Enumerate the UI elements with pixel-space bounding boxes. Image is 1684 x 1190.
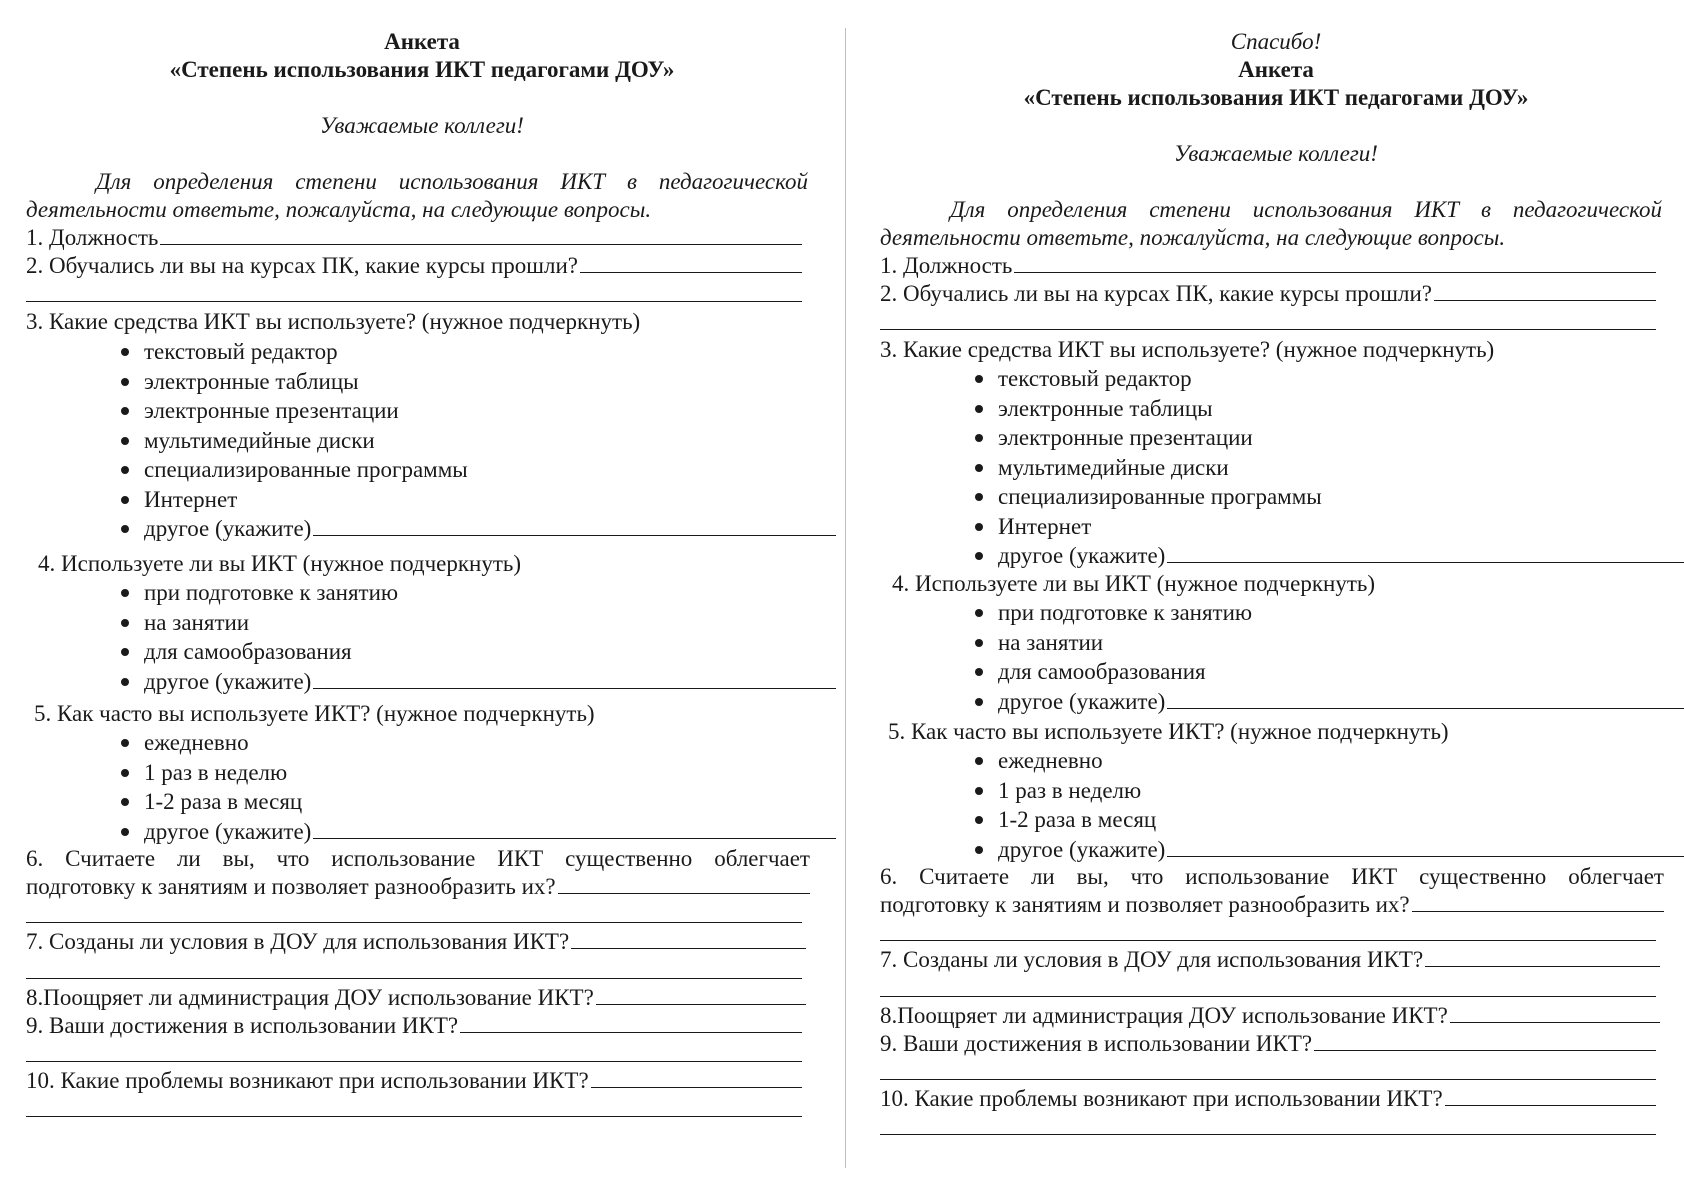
answer-5-other-line[interactable] <box>313 818 836 839</box>
bullet-icon <box>975 434 983 442</box>
question-10-label: 10. Какие проблемы возникают при использовании ИКТ? <box>880 1086 1443 1111</box>
option-item-other[interactable]: другое (укажите) <box>121 667 836 697</box>
option-item-other[interactable]: другое (укажите) <box>975 835 1684 865</box>
questionnaire-page-left <box>26 0 818 1190</box>
option-item[interactable]: Интернет <box>975 512 1684 542</box>
option-item[interactable]: ежедневно <box>121 728 836 758</box>
questionnaire-page-right <box>880 0 1672 1190</box>
question-8 <box>880 1002 1660 1030</box>
option-item[interactable]: специализированные программы <box>975 482 1684 512</box>
questionnaire-subtitle: «Степень использования ИКТ педагогами ДОУ» <box>1023 85 1529 110</box>
option-item[interactable]: Интернет <box>121 485 836 515</box>
answer-1-line[interactable] <box>160 224 802 245</box>
question-3-label: 3. Какие средства ИКТ вы используете? (нужное подчеркнуть) <box>26 309 641 334</box>
answer-10-line[interactable] <box>591 1067 802 1088</box>
answer-9-line-extra[interactable] <box>26 1061 802 1062</box>
bullet-icon <box>121 466 129 474</box>
bullet-icon <box>975 816 983 824</box>
answer-3-other-line[interactable] <box>1167 542 1684 563</box>
greeting: Уважаемые коллеги! <box>320 113 524 138</box>
answer-3-other-line[interactable] <box>313 515 836 536</box>
bullet-icon <box>975 787 983 795</box>
answer-10-line-extra[interactable] <box>26 1116 802 1117</box>
question-10 <box>26 1067 802 1095</box>
question-7 <box>880 946 1660 974</box>
option-item[interactable]: для самообразования <box>975 657 1684 687</box>
question-2 <box>880 280 1656 308</box>
bullet-icon <box>121 648 129 656</box>
question-9 <box>26 1012 802 1040</box>
question-3-options <box>975 364 1684 571</box>
question-9 <box>880 1030 1656 1058</box>
question-1 <box>880 252 1656 280</box>
question-5-options <box>975 746 1684 864</box>
intro-text: Для определения степени использования ИКТ в педагогической деятельности ответьте, пожалуйста, на следующие вопросы. <box>26 169 808 222</box>
option-item[interactable]: 1 раз в неделю <box>121 758 836 788</box>
question-8 <box>26 984 806 1012</box>
answer-10-line[interactable] <box>1445 1085 1656 1106</box>
question-9-label: 9. Ваши достижения в использовании ИКТ? <box>26 1013 459 1038</box>
question-2-label: 2. Обучались ли вы на курсах ПК, какие курсы прошли? <box>880 281 1433 306</box>
question-5-options <box>121 728 836 846</box>
questionnaire-subtitle: «Степень использования ИКТ педагогами ДОУ» <box>169 57 675 82</box>
option-item[interactable]: 1-2 раза в месяц <box>975 805 1684 835</box>
question-10-label: 10. Какие проблемы возникают при использовании ИКТ? <box>26 1068 589 1093</box>
question-7 <box>26 928 806 956</box>
option-item[interactable]: при подготовке к занятию <box>121 578 836 608</box>
option-item-other[interactable]: другое (укажите) <box>975 541 1684 571</box>
option-item[interactable]: для самообразования <box>121 637 836 667</box>
bullet-icon <box>121 678 129 686</box>
answer-8-line[interactable] <box>596 984 806 1005</box>
option-item[interactable]: электронные презентации <box>975 423 1684 453</box>
question-4-options <box>121 578 836 696</box>
question-8-label: 8.Поощряет ли администрация ДОУ использование ИКТ? <box>880 1003 1448 1028</box>
answer-6-line-extra[interactable] <box>26 922 802 923</box>
option-item[interactable]: мультимедийные диски <box>121 426 836 456</box>
bullet-icon <box>121 378 129 386</box>
option-item-other[interactable]: другое (укажите) <box>975 687 1684 717</box>
bullet-icon <box>121 798 129 806</box>
question-4-options <box>975 598 1684 716</box>
option-item[interactable]: электронные таблицы <box>121 367 836 397</box>
question-1-label: 1. Должность <box>26 225 159 250</box>
option-item[interactable]: специализированные программы <box>121 455 836 485</box>
question-4-label: 4. Используете ли вы ИКТ (нужное подчеркнуть) <box>38 551 522 576</box>
bullet-icon <box>121 407 129 415</box>
option-item[interactable]: мультимедийные диски <box>975 453 1684 483</box>
option-item-other[interactable]: другое (укажите) <box>121 817 836 847</box>
questionnaire-title: Анкета <box>384 29 460 54</box>
answer-2-line-extra[interactable] <box>26 301 802 302</box>
answer-10-line-extra[interactable] <box>880 1134 1656 1135</box>
intro-paragraph <box>880 196 1662 252</box>
questionnaire-title: Анкета <box>1238 57 1314 82</box>
answer-1-line[interactable] <box>1014 252 1656 273</box>
bullet-icon <box>121 525 129 533</box>
question-10 <box>880 1085 1656 1113</box>
bullet-icon <box>121 828 129 836</box>
answer-5-other-line[interactable] <box>1167 836 1684 857</box>
bullet-icon <box>121 437 129 445</box>
question-6-line-1: 6. Считаете ли вы, что использование ИКТ существенно облегчает <box>26 846 810 871</box>
question-5-label: 5. Как часто вы используете ИКТ? (нужное подчеркнуть) <box>34 701 595 726</box>
bullet-icon <box>121 589 129 597</box>
answer-7-line-extra[interactable] <box>880 996 1656 997</box>
question-7-label: 7. Созданы ли условия в ДОУ для использования ИКТ? <box>26 929 570 954</box>
answer-2-line[interactable] <box>580 252 802 273</box>
bullet-icon <box>975 523 983 531</box>
answer-7-line-extra[interactable] <box>26 978 802 979</box>
answer-9-line-extra[interactable] <box>880 1079 1656 1080</box>
intro-paragraph <box>26 168 808 224</box>
option-item[interactable]: на занятии <box>975 628 1684 658</box>
option-item[interactable]: при подготовке к занятию <box>975 598 1684 628</box>
answer-9-line[interactable] <box>460 1012 802 1033</box>
bullet-icon <box>121 348 129 356</box>
thanks-note: Спасибо! <box>1230 29 1322 54</box>
answer-8-line[interactable] <box>1450 1002 1660 1023</box>
bullet-icon <box>975 668 983 676</box>
question-2 <box>26 252 802 280</box>
answer-6-line[interactable] <box>558 873 810 894</box>
answer-6-line[interactable] <box>1412 891 1664 912</box>
question-8-label: 8.Поощряет ли администрация ДОУ использование ИКТ? <box>26 985 594 1010</box>
bullet-icon <box>975 846 983 854</box>
question-6-line-1: 6. Считаете ли вы, что использование ИКТ существенно облегчает <box>880 864 1664 889</box>
greeting: Уважаемые коллеги! <box>1174 141 1378 166</box>
bullet-icon <box>975 757 983 765</box>
question-1 <box>26 224 802 252</box>
option-item[interactable]: текстовый редактор <box>121 337 836 367</box>
bullet-icon <box>975 609 983 617</box>
question-9-label: 9. Ваши достижения в использовании ИКТ? <box>880 1031 1313 1056</box>
question-4-label: 4. Используете ли вы ИКТ (нужное подчеркнуть) <box>892 571 1376 596</box>
answer-7-line[interactable] <box>571 928 806 949</box>
answer-6-line-extra[interactable] <box>880 940 1656 941</box>
bullet-icon <box>975 639 983 647</box>
bullet-icon <box>975 405 983 413</box>
page-divider <box>845 28 846 1168</box>
answer-7-line[interactable] <box>1425 946 1660 967</box>
question-6-label: подготовку к занятиям и позволяет разнообразить их? <box>26 874 556 899</box>
bullet-icon <box>121 619 129 627</box>
question-6 <box>26 873 810 901</box>
option-item[interactable]: ежедневно <box>975 746 1684 776</box>
option-item[interactable]: 1 раз в неделю <box>975 776 1684 806</box>
answer-4-other-line[interactable] <box>313 668 836 689</box>
answer-4-other-line[interactable] <box>1167 688 1684 709</box>
bullet-icon <box>121 496 129 504</box>
bullet-icon <box>975 552 983 560</box>
question-5-label: 5. Как часто вы используете ИКТ? (нужное подчеркнуть) <box>888 719 1449 744</box>
question-1-label: 1. Должность <box>880 253 1013 278</box>
question-6 <box>880 891 1664 919</box>
bullet-icon <box>975 493 983 501</box>
bullet-icon <box>975 375 983 383</box>
question-3-options <box>121 337 836 544</box>
option-item[interactable]: электронные таблицы <box>975 394 1684 424</box>
answer-2-line[interactable] <box>1434 280 1656 301</box>
bullet-icon <box>121 769 129 777</box>
option-item[interactable]: электронные презентации <box>121 396 836 426</box>
option-item[interactable]: текстовый редактор <box>975 364 1684 394</box>
question-3-label: 3. Какие средства ИКТ вы используете? (нужное подчеркнуть) <box>880 337 1495 362</box>
option-item-other[interactable]: другое (укажите) <box>121 514 836 544</box>
bullet-icon <box>975 698 983 706</box>
question-2-label: 2. Обучались ли вы на курсах ПК, какие курсы прошли? <box>26 253 579 278</box>
option-item[interactable]: 1-2 раза в месяц <box>121 787 836 817</box>
question-7-label: 7. Созданы ли условия в ДОУ для использования ИКТ? <box>880 947 1424 972</box>
bullet-icon <box>975 464 983 472</box>
intro-text: Для определения степени использования ИКТ в педагогической деятельности ответьте, пожалуйста, на следующие вопросы. <box>880 197 1662 250</box>
bullet-icon <box>121 739 129 747</box>
answer-2-line-extra[interactable] <box>880 329 1656 330</box>
answer-9-line[interactable] <box>1314 1030 1656 1051</box>
option-item[interactable]: на занятии <box>121 608 836 638</box>
question-6-label: подготовку к занятиям и позволяет разнообразить их? <box>880 892 1410 917</box>
